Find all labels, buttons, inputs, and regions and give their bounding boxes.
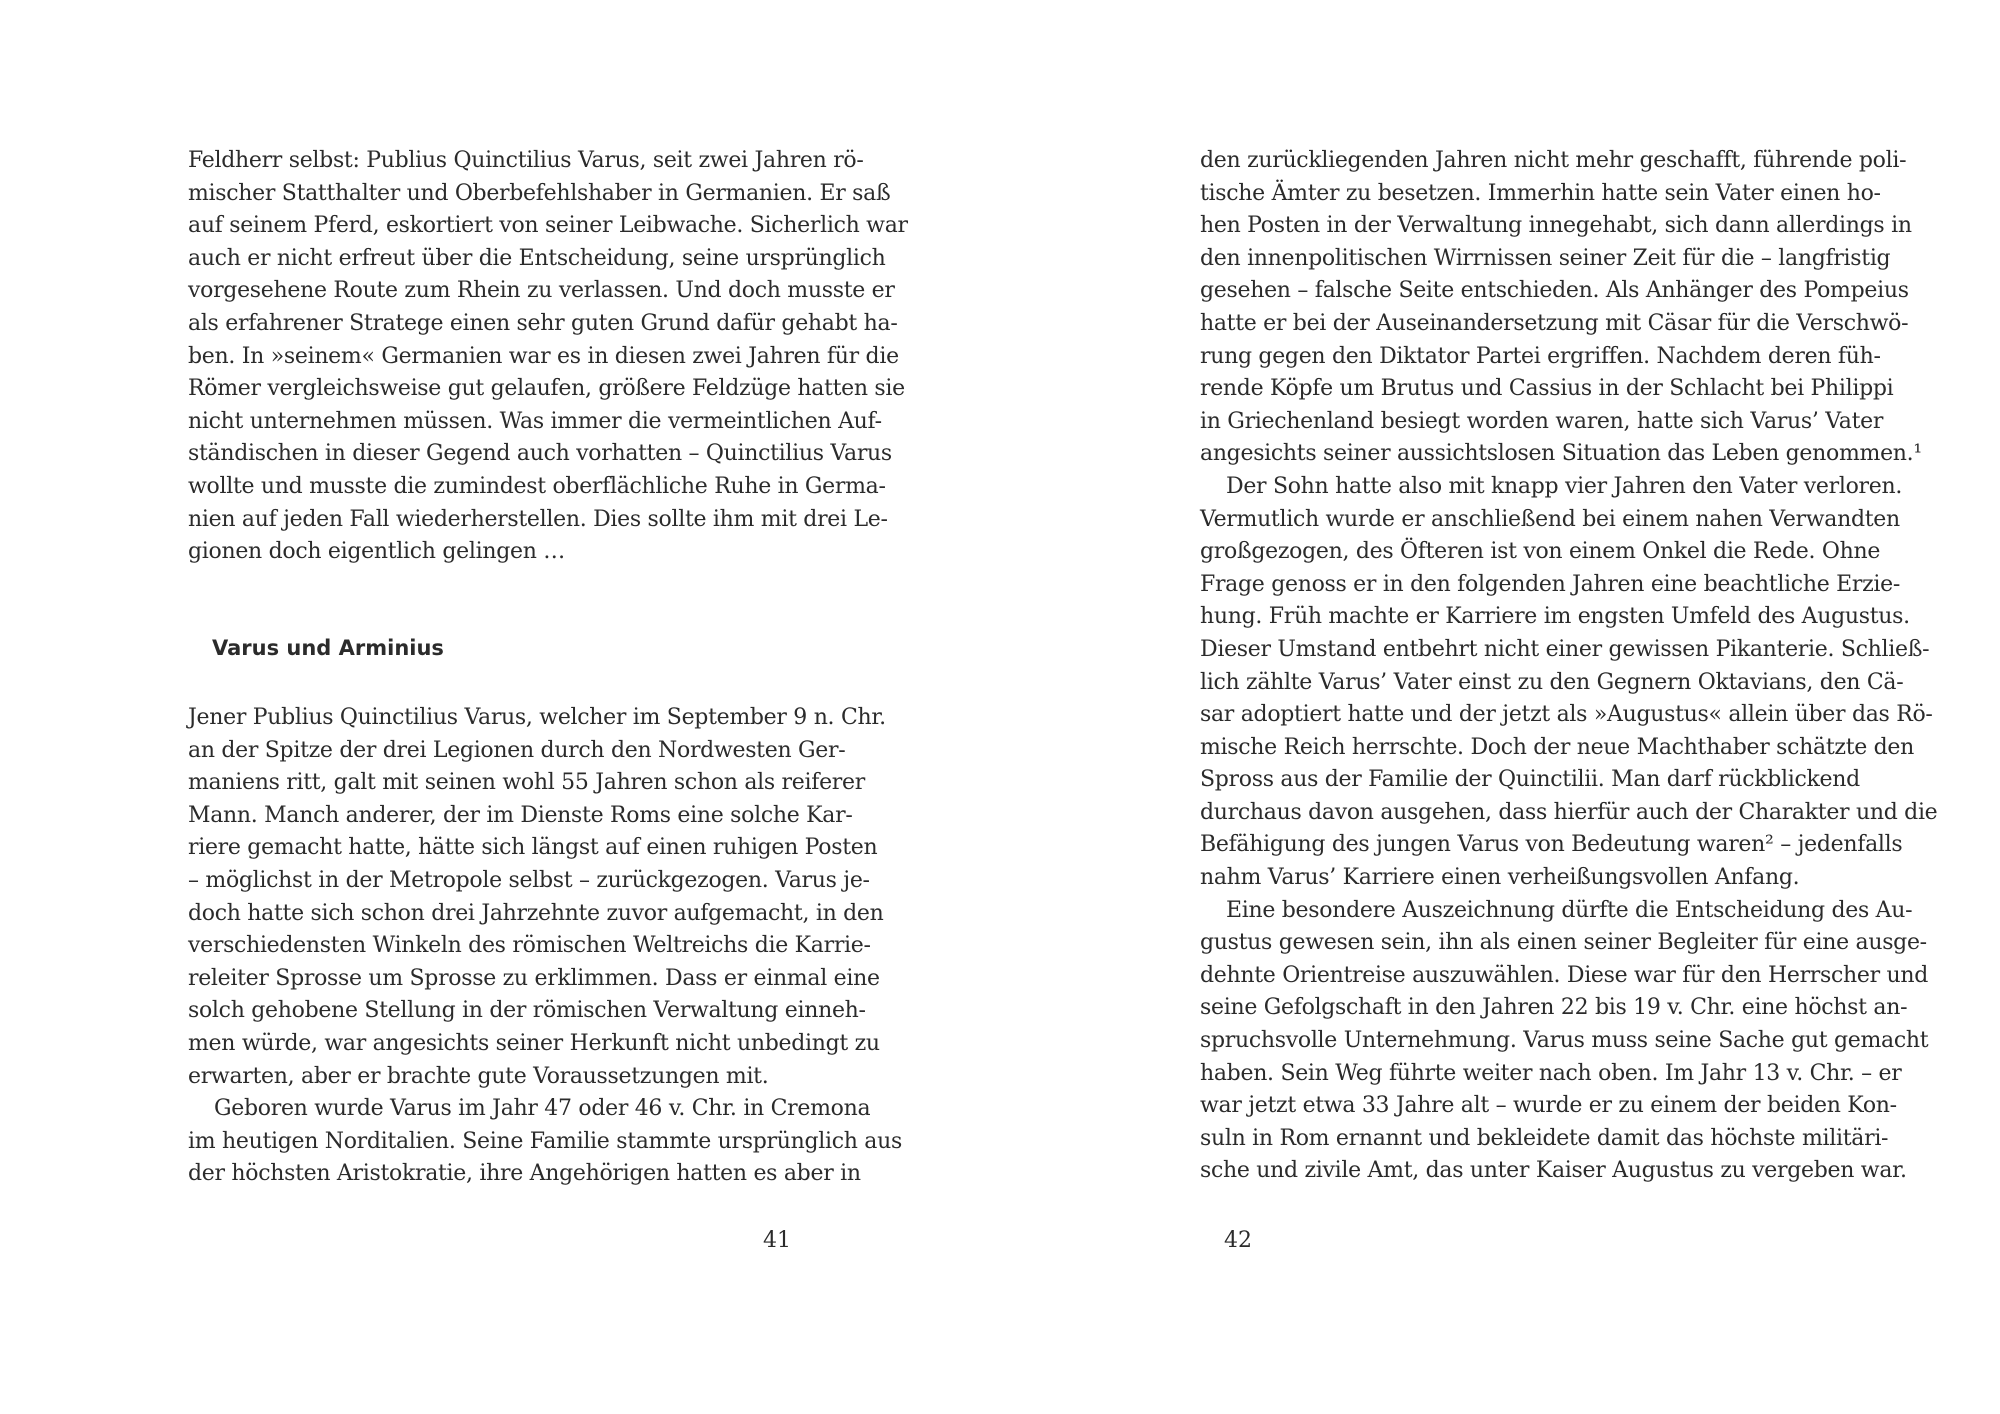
text-line: großgezogen, des Öfteren ist von einem Onkel die Rede. Ohne [1200, 539, 1881, 565]
text-line: erwarten, aber er brachte gute Voraussetzungen mit. [188, 1063, 769, 1089]
text-line: Römer vergleichsweise gut gelaufen, größere Feldzüge hatten sie [188, 376, 905, 402]
text-line: rung gegen den Diktator Partei ergriffen. Nachdem deren füh- [1200, 343, 1881, 369]
left-text-block-1 [188, 145, 908, 569]
text-line: releiter Sprosse um Sprosse zu erklimmen. Dass er einmal eine [188, 965, 880, 991]
page-number: 41 [763, 1228, 791, 1253]
text-line: der höchsten Aristokratie, ihre Angehörigen hatten es aber in [188, 1161, 861, 1187]
text-line: mische Reich herrschte. Doch der neue Machthaber schätzte den [1200, 734, 1915, 760]
text-line: war jetzt etwa 33 Jahre alt – wurde er zu einem der beiden Kon- [1200, 1093, 1897, 1119]
text-line: solch gehobene Stellung in der römischen Verwaltung einneh- [188, 998, 866, 1024]
text-line: maniens ritt, galt mit seinen wohl 55 Jahren schon als reiferer [188, 770, 865, 796]
text-line: Dieser Umstand entbehrt nicht einer gewissen Pikanterie. Schließ- [1200, 636, 1930, 662]
text-line: Der Sohn hatte also mit knapp vier Jahren den Vater verloren. [1226, 473, 1903, 499]
text-line: Geboren wurde Varus im Jahr 47 oder 46 v. Chr. in Cremona [214, 1096, 871, 1122]
text-line: vorgesehene Route zum Rhein zu verlassen. Und doch musste er [188, 278, 895, 304]
text-line: nahm Varus’ Karriere einen verheißungsvollen Anfang. [1200, 865, 1800, 891]
text-line: suln in Rom ernannt und bekleidete damit das höchste militäri- [1200, 1125, 1889, 1151]
text-line: Mann. Manch anderer, der im Dienste Roms eine solche Kar- [188, 802, 853, 828]
text-line: Spross aus der Familie der Quinctilii. Man darf rückblickend [1200, 767, 1860, 793]
text-line: Vermutlich wurde er anschließend bei einem nahen Verwandten [1200, 506, 1900, 532]
text-line: hung. Früh machte er Karriere im engsten Umfeld des Augustus. [1200, 604, 1910, 630]
text-line: verschiedensten Winkeln des römischen Weltreichs die Karrie- [188, 933, 871, 959]
section-heading: Varus und Arminius [212, 636, 444, 660]
text-line: ben. In »seinem« Germanien war es in diesen zwei Jahren für die [188, 343, 899, 369]
text-line: – möglichst in der Metropole selbst – zurückgezogen. Varus je- [188, 867, 870, 893]
text-line: men würde, war angesichts seiner Herkunft nicht unbedingt zu [188, 1030, 880, 1056]
page-number: 42 [1224, 1228, 1252, 1253]
text-line: Feldherr selbst: Publius Quinctilius Varus, seit zwei Jahren rö- [188, 148, 864, 173]
text-line: auf seinem Pferd, eskortiert von seiner Leibwache. Sicherlich war [188, 213, 908, 239]
text-line: sar adoptiert hatte und der jetzt als »Augustus« allein über das Rö- [1200, 702, 1933, 728]
text-line: sche und zivile Amt, das unter Kaiser Augustus zu vergeben war. [1200, 1158, 1907, 1184]
text-line: gustus gewesen sein, ihn als einen seiner Begleiter für eine ausge- [1200, 930, 1927, 956]
text-line: Jener Publius Quinctilius Varus, welcher im September 9 n. Chr. [188, 705, 886, 730]
text-line: hatte er bei der Auseinandersetzung mit Cäsar für die Verschwö- [1200, 310, 1909, 336]
text-line: an der Spitze der drei Legionen durch den Nordwesten Ger- [188, 737, 846, 763]
text-line: seine Gefolgschaft in den Jahren 22 bis 19 v. Chr. eine höchst an- [1200, 995, 1908, 1021]
text-line: spruchsvolle Unternehmung. Varus muss seine Sache gut gemacht [1200, 1028, 1929, 1054]
text-line: den innenpolitischen Wirrnissen seiner Zeit für die – langfristig [1200, 245, 1891, 271]
right-text-block [1200, 145, 1938, 1188]
text-line: riere gemacht hatte, hätte sich längst auf einen ruhigen Posten [188, 835, 878, 861]
text-line: rende Köpfe um Brutus und Cassius in der Schlacht bei Philippi [1200, 376, 1894, 402]
text-line: nien auf jeden Fall wiederherstellen. Dies sollte ihm mit drei Le- [188, 506, 888, 532]
text-line: gionen doch eigentlich gelingen … [188, 539, 565, 565]
text-line: doch hatte sich schon drei Jahrzehnte zuvor aufgemacht, in den [188, 900, 884, 926]
text-line: lich zählte Varus’ Vater einst zu den Gegnern Oktavians, den Cä- [1200, 669, 1904, 695]
text-line: Eine besondere Auszeichnung dürfte die Entscheidung des Au- [1226, 897, 1913, 923]
text-line: nicht unternehmen müssen. Was immer die vermeintlichen Auf- [188, 408, 882, 434]
text-line: Befähigung des jungen Varus von Bedeutung waren² – jedenfalls [1200, 832, 1903, 858]
text-line: den zurückliegenden Jahren nicht mehr geschafft, führende poli- [1200, 148, 1907, 173]
text-line: haben. Sein Weg führte weiter nach oben. Im Jahr 13 v. Chr. – er [1200, 1060, 1902, 1086]
text-line: durchaus davon ausgehen, dass hierfür auch der Charakter und die [1200, 799, 1938, 825]
right-page [1000, 0, 2000, 1414]
text-line: im heutigen Norditalien. Seine Familie stammte ursprünglich aus [188, 1128, 902, 1154]
text-line: tische Ämter zu besetzen. Immerhin hatte sein Vater einen ho- [1200, 180, 1881, 206]
text-line: Frage genoss er in den folgenden Jahren eine beachtliche Erzie- [1200, 571, 1900, 597]
text-line: in Griechenland besiegt worden waren, hatte sich Varus’ Vater [1200, 408, 1884, 434]
text-line: angesichts seiner aussichtslosen Situation das Leben genommen.¹ [1200, 441, 1922, 467]
text-line: als erfahrener Stratege einen sehr guten Grund dafür gehabt ha- [188, 310, 898, 336]
text-line: auch er nicht erfreut über die Entscheidung, seine ursprünglich [188, 245, 886, 271]
text-line: dehnte Orientreise auszuwählen. Diese war für den Herrscher und [1200, 962, 1929, 988]
text-line: wollte und musste die zumindest oberflächliche Ruhe in Germa- [188, 473, 886, 499]
text-line: gesehen – falsche Seite entschieden. Als Anhänger des Pompeius [1200, 278, 1909, 304]
text-line: mischer Statthalter und Oberbefehlshaber in Germanien. Er saß [188, 180, 891, 206]
text-line: hen Posten in der Verwaltung innegehabt, sich dann allerdings in [1200, 213, 1912, 239]
text-line: ständischen in dieser Gegend auch vorhatten – Quinctilius Varus [188, 441, 892, 467]
left-text-block-2 [188, 702, 902, 1191]
